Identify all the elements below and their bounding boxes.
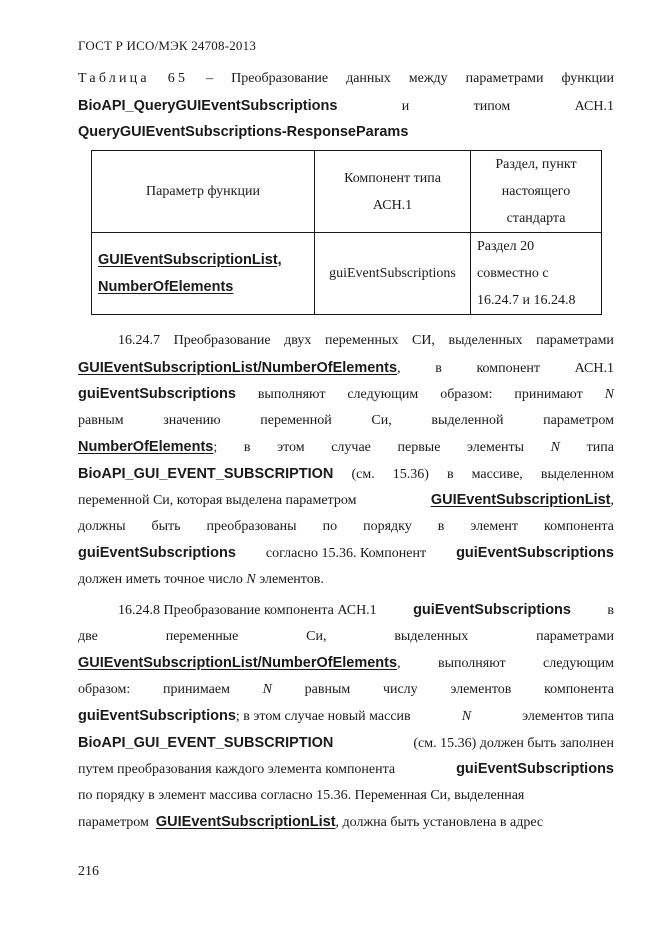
p2-line-3: GUIEventSubscriptionList/NumberOfElements, выполняют следующим	[78, 655, 614, 671]
paragraph-16-24-7	[78, 328, 614, 593]
running-header: ГОСТ Р ИСО/МЭК 24708-2013	[78, 38, 257, 53]
row-cell-section: Раздел 20 совместно с 16.24.7 и 16.24.8	[471, 233, 602, 315]
table-caption	[78, 66, 614, 146]
p1-line-2: GUIEventSubscriptionList/NumberOfElements, в компонент АСН.1	[78, 359, 614, 376]
caption-line-1: Таблица 65 – Преобразование данных между параметрами функции	[78, 71, 614, 86]
p2-line-4: образом: принимаем N равным числу элементов компонента	[78, 681, 614, 697]
p1-line-6: BioAPI_GUI_EVENT_SUBSCRIPTION (см. 15.36) в массиве, выделенном	[78, 465, 614, 482]
p2-line-2: две переменные Си, выделенных параметрами	[78, 628, 614, 644]
p2-line-7: путем преобразования каждого элемента компонента guiEventSubscriptions	[78, 761, 614, 777]
p1-line-7: переменной Си, которая выделена параметром GUIEventSubscriptionList,	[78, 492, 614, 508]
header-cell-component: Компонент типа АСН.1	[315, 151, 471, 233]
asn1-type-name: QueryGUIEventSubscriptions-ResponseParams	[78, 124, 409, 140]
row-cell-parameter: GUIEventSubscriptionList, NumberOfElements	[92, 233, 315, 315]
p2-line-5: guiEventSubscriptions; в этом случае новый массив N элементов типа	[78, 708, 614, 724]
p2-line-8: по порядку в элемент массива согласно 15.36. Переменная Си, выделенная	[78, 787, 525, 803]
row-cell-component: guiEventSubscriptions	[315, 233, 471, 315]
header-cell-section: Раздел, пункт настоящего стандарта	[471, 151, 602, 233]
p2-line-9: параметром GUIEventSubscriptionList , должна быть установлена в адрес	[78, 814, 544, 830]
p1-line-8: должны быть преобразованы по порядку в элемент компонента	[78, 518, 614, 534]
p1-line-5: NumberOfElements; в этом случае первые элементы N типа	[78, 439, 614, 455]
table-header-row	[92, 151, 602, 233]
caption-line-3	[78, 119, 614, 146]
header-cell-parameter: Параметр функции	[92, 151, 315, 233]
p1-line-9: guiEventSubscriptions согласно 15.36. Компонент guiEventSubscriptions	[78, 545, 614, 561]
page-number: 216	[78, 864, 99, 879]
mapping-table	[91, 150, 602, 315]
p1-line-10: должен иметь точное число N элементов.	[78, 571, 324, 587]
p2-line-1: 16.24.8 Преобразование компонента АСН.1 guiEventSubscriptions в	[118, 602, 614, 618]
caption-line-2: BioAPI_QueryGUIEventSubscriptions и типом АСН.1	[78, 93, 614, 120]
p1-line-4: равным значению переменной Си, выделенной параметром	[78, 412, 614, 428]
p1-line-3: guiEventSubscriptions выполняют следующим образом: принимают N	[78, 386, 614, 402]
p2-line-6: BioAPI_GUI_EVENT_SUBSCRIPTION (см. 15.36) должен быть заполнен	[78, 734, 614, 751]
table-row	[92, 233, 602, 315]
p1-line-1: 16.24.7 Преобразование двух переменных СИ, выделенных параметрами	[118, 333, 614, 348]
paragraph-16-24-8	[78, 597, 614, 836]
function-name: BioAPI_QueryGUIEventSubscriptions	[78, 97, 338, 114]
